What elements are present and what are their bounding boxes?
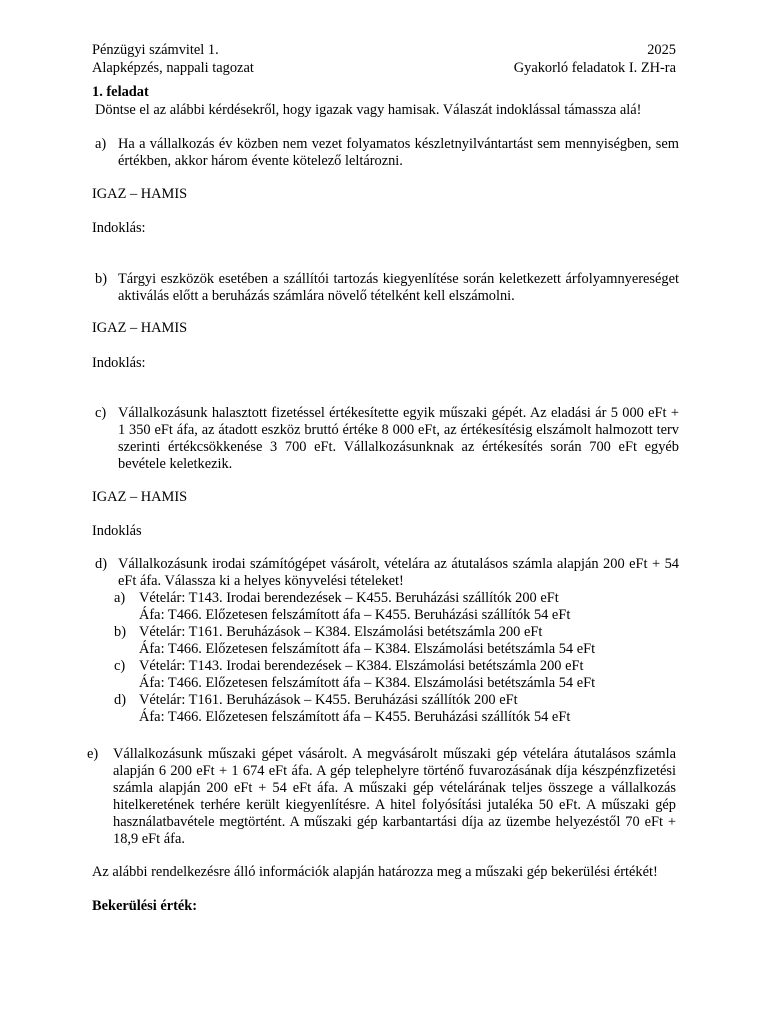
question-text: Tárgyi eszközök esetében a szállítói tartozás kiegyenlítése során keletkezett árfolyamnyereséget aktiválás előtt a beruházás számlára növelő tételként kell elszámolni. xyxy=(118,271,679,304)
option-line-price: Vételár: T161. Beruházások – K455. Beruházási szállítók 200 eFt xyxy=(139,692,518,708)
option-label: b) xyxy=(114,624,126,640)
question-label: c) xyxy=(95,405,107,421)
question-label: e) xyxy=(87,746,99,762)
option-line-price: Vételár: T143. Irodai berendezések – K384. Elszámolási betétszámla 200 eFt xyxy=(139,658,584,674)
reason-label: Indoklás xyxy=(92,523,142,539)
question-label: a) xyxy=(95,136,107,152)
option-label: a) xyxy=(114,590,126,606)
question-label: d) xyxy=(95,556,107,572)
question-text: Vállalkozásunk irodai számítógépet vásárolt, vételára az átutalásos számla alapján 200 eFt + 54 eFt áfa. Válassza ki a helyes könyvelési tételeket! xyxy=(118,556,679,589)
year: 2025 xyxy=(647,42,676,58)
question-text: Vállalkozásunk műszaki gépet vásárolt. A megvásárolt műszaki gép vételára átutalásos számla alapján 6 200 eFt + 1 674 eFt áfa. A gép telephelyre történő fuvarozásának díja készpénzfizetési számla alapján 200 eFt + 54 eFt áfa. A műszaki gép vételárának teljes összege a vállalkozás hitelkeretének terhére került kiegyenlítésre. A hitel folyósítási jutaléka 50 eFt. A műszaki gép használatbavétele megtörtént. A műszaki gép karbantartási díja az üzembe helyezéstől 70 eFt + 18,9 eFt áfa. xyxy=(113,746,676,847)
reason-label: Indoklás: xyxy=(92,355,146,371)
task-title: 1. feladat xyxy=(92,84,149,100)
true-false-choice: IGAZ – HAMIS xyxy=(92,186,188,202)
task-instruction: Döntse el az alábbi kérdésekről, hogy igazak vagy hamisak. Válaszát indoklással támassza alá! xyxy=(95,102,642,118)
option-line-vat: Áfa: T466. Előzetesen felszámított áfa – K455. Beruházási szállítók 54 eFt xyxy=(139,709,571,725)
option-line-price: Vételár: T143. Irodai berendezések – K455. Beruházási szállítók 200 eFt xyxy=(139,590,559,606)
option-line-vat: Áfa: T466. Előzetesen felszámított áfa – K384. Elszámolási betétszámla 54 eFt xyxy=(139,675,596,691)
course-title: Pénzügyi számvitel 1. xyxy=(92,42,219,58)
answer-label: Bekerülési érték: xyxy=(92,898,198,914)
answer-option-b[interactable] xyxy=(114,624,676,658)
question-text: Vállalkozásunk halasztott fizetéssel értékesítette egyik műszaki gépét. Az eladási ár 5 000 eFt + 1 350 eFt áfa, az átadott eszköz bruttó értéke 8 000 eFt, az értékesítésig elszámolt halmozott terv szerinti értékcsökkenése 3 700 eFt. Vállalkozásunknak az értékesítés során 700 eFt egyéb bevétele keletkezik. xyxy=(118,405,679,472)
option-line-vat: Áfa: T466. Előzetesen felszámított áfa – K455. Beruházási szállítók 54 eFt xyxy=(139,607,571,623)
option-label: d) xyxy=(114,692,126,708)
option-line-vat: Áfa: T466. Előzetesen felszámított áfa – K384. Elszámolási betétszámla 54 eFt xyxy=(139,641,596,657)
question-label: b) xyxy=(95,271,107,287)
reason-label: Indoklás: xyxy=(92,220,146,236)
true-false-choice: IGAZ – HAMIS xyxy=(92,320,188,336)
answer-option-d[interactable] xyxy=(114,692,676,726)
question-text: Ha a vállalkozás év közben nem vezet folyamatos készletnyilvántartást sem mennyiségben, sem értékben, akkor három évente kötelező leltározni. xyxy=(118,136,679,169)
page-header xyxy=(92,42,676,82)
true-false-choice: IGAZ – HAMIS xyxy=(92,489,188,505)
answer-option-a[interactable] xyxy=(114,590,676,624)
answer-option-c[interactable] xyxy=(114,658,676,692)
question-prompt: Az alábbi rendelkezésre álló információk alapján határozza meg a műszaki gép bekerülési értékét! xyxy=(92,864,658,880)
option-label: c) xyxy=(114,658,126,674)
exam-title: Gyakorló feladatok I. ZH-ra xyxy=(513,60,676,76)
option-line-price: Vételár: T161. Beruházások – K384. Elszámolási betétszámla 200 eFt xyxy=(139,624,543,640)
course-level: Alapképzés, nappali tagozat xyxy=(92,60,254,76)
